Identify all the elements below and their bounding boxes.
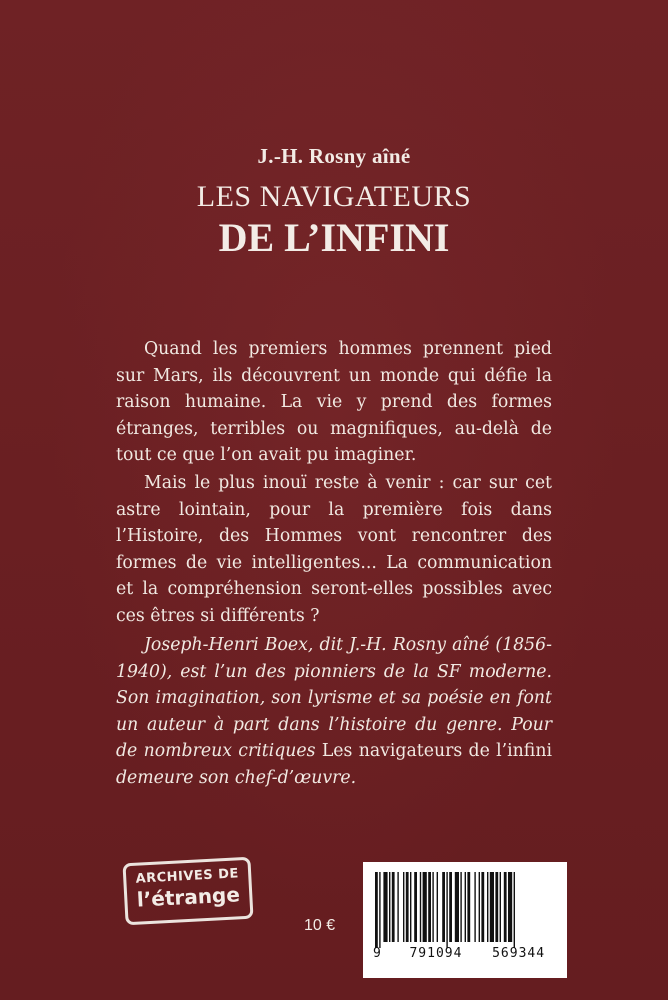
barcode-bar (437, 872, 438, 942)
barcode-bar (389, 872, 390, 942)
barcode-bar (467, 872, 470, 942)
barcode-bars (375, 872, 555, 948)
publisher-logo-line1: ARCHIVES DE (135, 866, 240, 887)
isbn-group1: 791094 (409, 946, 463, 961)
barcode-bar (460, 872, 461, 942)
publisher-logo-line2: l’étrange (136, 882, 241, 912)
barcode-bar (397, 872, 398, 942)
blurb-paragraph-1: Quand les premiers hommes prennent pied sur Mars, ils découvrent un monde qui défie la raison humaine. La vie y prend des formes étranges, terribles ou magnifiques, au-delà de tout ce que l’on avait pu imaginer. (116, 339, 552, 465)
barcode-bar (449, 872, 452, 942)
barcode-bar (500, 872, 501, 942)
barcode-bar (420, 872, 421, 942)
isbn-prefix: 9 (373, 946, 382, 961)
barcode-bar (383, 872, 387, 942)
barcode-bar (514, 872, 515, 948)
barcode-bar (487, 872, 488, 942)
barcode-bar (414, 872, 417, 942)
bio-text-2: demeure son chef-d’œuvre. (116, 767, 357, 788)
bio-text-1: Joseph-Henri Boex, dit J.-H. Rosny aîné (1856-1940), est l’un des pionniers de la SF moderne. Son imagination, son lyrisme et sa poésie en font un auteur à part dans l’histoire du genre. Pour de nombreux critiques (116, 635, 552, 761)
barcode-bar (442, 872, 445, 942)
isbn-barcode (363, 862, 567, 978)
isbn-digits (373, 946, 559, 961)
barcode-bar (490, 872, 494, 942)
isbn-group2: 569344 (492, 946, 546, 961)
barcode-bar (504, 872, 507, 942)
barcode-bar (465, 872, 466, 942)
barcode-bar (406, 872, 409, 942)
book-title-line2: DE L’INFINI (218, 215, 450, 260)
author-bio (116, 632, 552, 791)
barcode-bar (379, 872, 380, 948)
blurb-paragraph-2: Mais le plus inouï reste à venir : car sur cet astre lointain, pour la première fois dans l’Histoire, des Hommes vont rencontrer des formes de vie intelligentes... La communication et la compréhension seront-elles possibles avec ces êtres si différents ? (116, 473, 552, 626)
barcode-bar (423, 872, 427, 942)
barcode-bar (508, 872, 512, 942)
barcode-bar (432, 872, 433, 942)
barcode-bar (479, 872, 480, 942)
barcode-bar (446, 872, 447, 948)
publisher-logo (122, 857, 253, 926)
author-name: J.-H. Rosny aîné (257, 144, 411, 168)
barcode-bar (455, 872, 459, 942)
bio-book-title: Les navigateurs de l’infini (321, 741, 552, 761)
barcode-bar (392, 872, 395, 942)
price-label: 10 € (304, 917, 336, 934)
barcode-bar (428, 872, 431, 942)
barcode-bar (375, 872, 378, 948)
barcode-bar (474, 872, 475, 942)
barcode-bar (403, 872, 404, 942)
barcode-bar (410, 872, 411, 942)
barcode-bar (495, 872, 498, 942)
barcode-bar (481, 872, 484, 942)
book-title-line1: LES NAVIGATEURS (196, 180, 472, 213)
